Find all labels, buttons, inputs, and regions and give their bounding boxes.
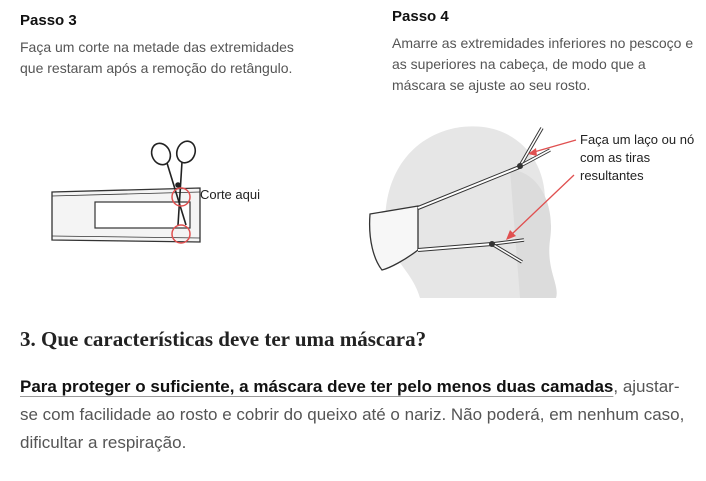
answer-rest: , ajustar-se com facilidade ao rosto e cobrir do queixo até o nariz. Não poderá, em nenhum caso, dificultar a respiração. — [20, 377, 685, 452]
step-4 — [392, 8, 702, 96]
answer-emphasis: Para proteger o suficiente, a máscara deve ter pelo menos duas camadas — [20, 377, 614, 396]
cut-here-label: Corte aqui — [200, 187, 260, 202]
step-4-description: Amarre as extremidades inferiores no pescoço e as superiores na cabeça, de modo que a máscara se ajuste ao seu rosto. — [392, 35, 694, 93]
cut-rectangle — [95, 202, 190, 228]
step-3 — [20, 12, 320, 79]
step-4-title: Passo 4 — [392, 8, 449, 25]
arrow-upper — [534, 140, 576, 152]
step-3-description: Faça um corte na metade das extremidades que restaram após a remoção do retângulo. — [20, 39, 294, 76]
upper-knot — [517, 163, 523, 169]
step-3-title: Passo 3 — [20, 12, 77, 29]
section-answer — [20, 373, 690, 457]
lower-knot — [489, 241, 495, 247]
head-mask-illustration — [360, 110, 580, 300]
section-heading: 3. Que características deve ter uma máscara? — [20, 327, 427, 351]
knot-label: Faça um laço ou nó com as tiras resultantes — [580, 132, 695, 183]
